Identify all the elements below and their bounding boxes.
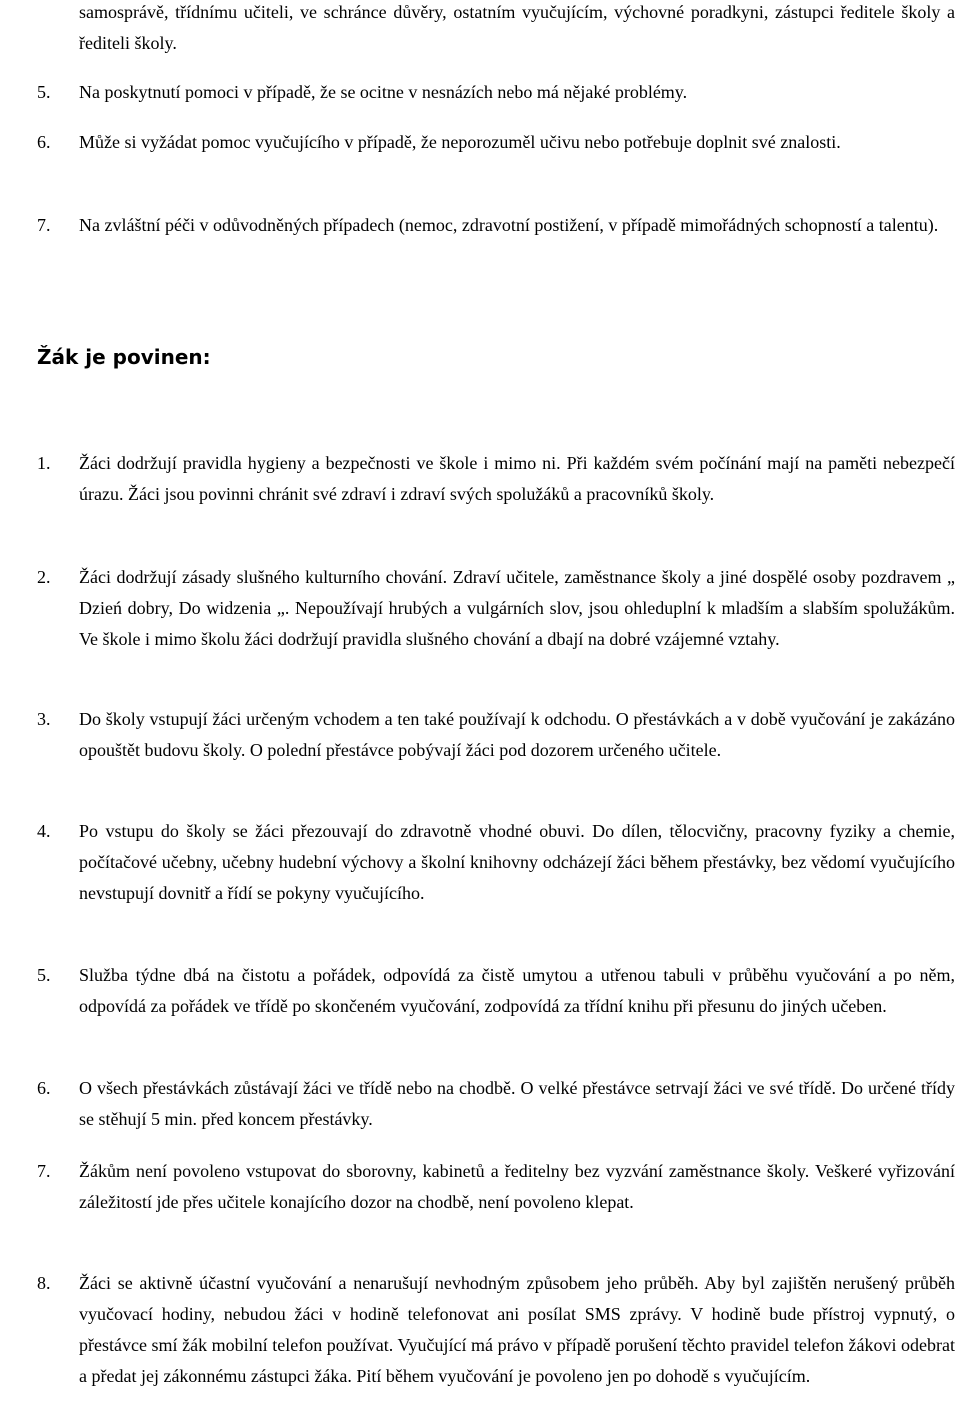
- duty-item-2: [37, 562, 955, 655]
- duty-item-3: [37, 704, 955, 766]
- item-number: 6.: [37, 1078, 51, 1098]
- item-number: 6.: [37, 132, 51, 152]
- item-text: Služba týdne dbá na čistotu a pořádek, odpovídá za čistě umytou a utřenou tabuli v průběhu vyučování a po něm, odpovídá za pořádek ve třídě po skončeném vyučování, zodpovídá za třídní knihu při přesunu do jiných učeben.: [79, 965, 955, 1016]
- duty-item-8: [37, 1268, 955, 1392]
- item-text: Po vstupu do školy se žáci přezouvají do zdravotně vhodné obuvi. Do dílen, tělocvičny, pracovny fyziky a chemie, počítačové učebny, učebny hudební výchovy a školní knihovny odcházejí žáci během přestávky, bez vědomí vyučujícího nevstupují dovnitř a řídí se pokyny vyučujícího.: [79, 821, 955, 903]
- duty-item-7: [37, 1156, 955, 1218]
- item-text: O všech přestávkách zůstávají žáci ve třídě nebo na chodbě. O velké přestávce setrvají žáci ve své třídě. Do určené třídy se stěhují 5 min. před koncem přestávky.: [79, 1078, 955, 1129]
- rights-item-6: [37, 127, 955, 158]
- duty-item-4: [37, 816, 955, 909]
- item-number: 3.: [37, 709, 51, 729]
- item-text: Na poskytnutí pomoci v případě, že se ocitne v nesnázích nebo má nějaké problémy.: [79, 82, 688, 102]
- item-text: Žáci se aktivně účastní vyučování a nenarušují nevhodným způsobem jeho průběh. Aby byl zajištěn nerušený průběh vyučovací hodiny, nebudou žáci v hodině telefonovat ani posílat SMS zprávy. V hodině bude přístroj vypnutý, o přestávce smí žák mobilní telefon používat. Vyučující má právo v případě porušení těchto pravidel telefon žákovi odebrat a předat jej zákonnému zástupci žáka. Pití během vyučování je povoleno jen po dohodě s vyučujícím.: [79, 1273, 955, 1386]
- continuation-text: samosprávě, třídnímu učiteli, ve schránce důvěry, ostatním vyučujícím, výchovné poradkyni, zástupci ředitele školy a řediteli školy.: [79, 2, 955, 53]
- item-text: Do školy vstupují žáci určeným vchodem a ten také používají k odchodu. O přestávkách a v době vyučování je zakázáno opouštět budovu školy. O polední přestávce pobývají žáci pod dozorem určeného učitele.: [79, 709, 955, 760]
- item-number: 5.: [37, 965, 51, 985]
- item-text: Žákům není povoleno vstupovat do sborovny, kabinetů a ředitelny bez vyzvání zaměstnance školy. Veškeré vyřizování záležitostí jde přes učitele konajícího dozor na chodbě, není povoleno klepat.: [79, 1161, 955, 1212]
- duty-item-5: [37, 960, 955, 1022]
- item-number: 8.: [37, 1273, 51, 1293]
- item-text: Může si vyžádat pomoc vyučujícího v případě, že neporozuměl učivu nebo potřebuje doplnit své znalosti.: [79, 132, 841, 152]
- item-number: 7.: [37, 215, 51, 235]
- item-text: Na zvláštní péči v odůvodněných případech (nemoc, zdravotní postižení, v případě mimořádných schopností a talentu).: [79, 215, 939, 235]
- item-number: 5.: [37, 82, 51, 102]
- duty-item-6: [37, 1073, 955, 1135]
- duty-item-1: [37, 448, 955, 510]
- item-number: 1.: [37, 453, 51, 473]
- item-number: 7.: [37, 1161, 51, 1181]
- item-number: 2.: [37, 567, 51, 587]
- item-number: 4.: [37, 821, 51, 841]
- item-text: Žáci dodržují zásady slušného kulturního chování. Zdraví učitele, zaměstnance školy a jiné dospělé osoby pozdravem „ Dzień dobry, Do widzenia „. Nepoužívají hrubých a vulgárních slov, jsou ohleduplní k mladším a slabším spolužákům. Ve škole i mimo školu žáci dodržují pravidla slušného chování a dbají na dobré vzájemné vztahy.: [79, 567, 955, 649]
- item-text: Žáci dodržují pravidla hygieny a bezpečnosti ve škole i mimo ni. Při každém svém počínání mají na paměti nebezpečí úrazu. Žáci jsou povinni chránit své zdraví i zdraví svých spolužáků a pracovníků školy.: [79, 453, 955, 504]
- rights-item-7: [37, 210, 955, 241]
- section-heading: Žák je povinen:: [37, 345, 211, 369]
- rights-item-5: [37, 77, 955, 108]
